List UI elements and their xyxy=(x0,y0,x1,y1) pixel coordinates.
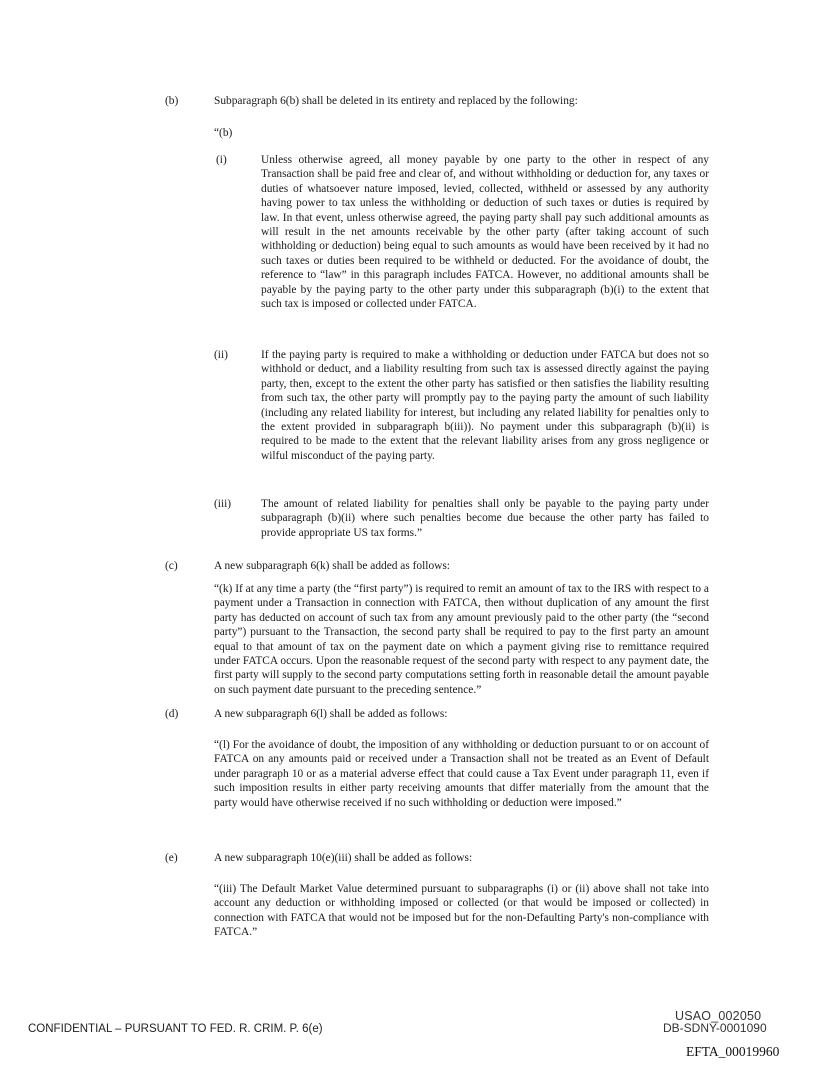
bates-db: DB-SDNY-0001090 xyxy=(663,1021,767,1035)
sub-i-text: Unless otherwise agreed, all money payable by one party to the other in respect of any Transaction shall be paid free and clear of, and without withholding or deduction for, any taxes or duties of whatsoever nature imposed, levied, collected, withheld or assessed by any authority having power to tax unless the withholding or deduction of such taxes or duties is required by law. In that event, unless otherwise agreed, the paying party shall pay such additional amounts as will result in the net amounts receivable by the other party (after taking account of such withholding or deduction) being equal to such amounts as would have been received by it had no such taxes or duties been required to be withheld or deducted. For the avoidance of doubt, the reference to “law” in this paragraph includes FATCA. However, no additional amounts shall be payable by the paying party to the other party under this subparagraph (b)(i) to the extent that such tax is imposed or collected under FATCA. xyxy=(261,154,709,311)
item-e-label: (e) xyxy=(165,852,178,864)
item-b-label: (b) xyxy=(165,95,179,107)
bates-usao: USAO_002050 xyxy=(675,1009,762,1023)
item-b-quote-label: “(b) xyxy=(214,127,233,139)
item-d-label: (d) xyxy=(165,708,179,720)
item-e-text: “(iii) The Default Market Value determined pursuant to subparagraphs (i) or (ii) above shall not take into account any deduction or withholding imposed or collected (or that would be imposed or collected) in connection with FATCA that would not be imposed but for the non-Defaulting Party's non-compliance with FATCA.” xyxy=(214,883,709,939)
item-d-intro: A new subparagraph 6(l) shall be added as follows: xyxy=(214,708,448,720)
sub-ii-label: (ii) xyxy=(214,349,228,361)
item-b-intro: Subparagraph 6(b) shall be deleted in its entirety and replaced by the following: xyxy=(214,95,578,107)
sub-iii-label: (iii) xyxy=(214,498,232,510)
bates-efta: EFTA_00019960 xyxy=(686,1044,780,1059)
sub-ii-text: If the paying party is required to make a withholding or deduction under FATCA but does not so withhold or deduct, and a liability resulting from such tax is assessed directly against the paying party, then, except to the extent the other party has satisfied or then satisfies the liability resulting from such tax, the other party will promptly pay to the paying party the amount of such liability (including any related liability for interest, but including any related liability for penalties only to the extent provided in subparagraph b(iii)). No payment under this subparagraph (b)(ii) is required to be made to the extent that the relevant liability arises from any gross negligence or wilful misconduct of the paying party. xyxy=(261,349,709,462)
item-c-label: (c) xyxy=(165,560,178,572)
confidential-notice: CONFIDENTIAL – PURSUANT TO FED. R. CRIM. P. 6(e) xyxy=(28,1023,323,1035)
item-c-text: “(k) If at any time a party (the “first party”) is required to remit an amount of tax to the IRS with respect to a payment under a Transaction in connection with FATCA, then without duplication of any amount the first party has deducted on account of such tax from any amount previously paid to the other party (the “second party”) pursuant to the Transaction, the second party shall be required to pay to the first party an amount equal to that amount of tax on the payment date on which a payment giving rise to remittance required under FATCA occurs. Upon the reasonable request of the second party with respect to any payment date, the first party will supply to the second party computations setting forth in reasonable detail the amount payable on such payment date pursuant to the preceding sentence.” xyxy=(214,583,709,696)
item-d-text: “(l) For the avoidance of doubt, the imposition of any withholding or deduction pursuant to or on account of FATCA on any amounts paid or received under a Transaction shall not be treated as an Event of Default under paragraph 10 or as a material adverse effect that could cause a Tax Event under paragraph 11, even if such imposition results in either party receiving amounts that differ materially from the amount that the party would have otherwise received if no such withholding or deduction were imposed.” xyxy=(214,739,709,809)
item-c-intro: A new subparagraph 6(k) shall be added as follows: xyxy=(214,560,450,572)
item-e-intro: A new subparagraph 10(e)(iii) shall be added as follows: xyxy=(214,852,473,864)
sub-iii-text: The amount of related liability for penalties shall only be payable to the paying party under subparagraph (b)(ii) where such penalties become due because the other party has failed to provide appropriate US tax forms.” xyxy=(261,498,709,539)
sub-i-label: (i) xyxy=(216,154,227,166)
